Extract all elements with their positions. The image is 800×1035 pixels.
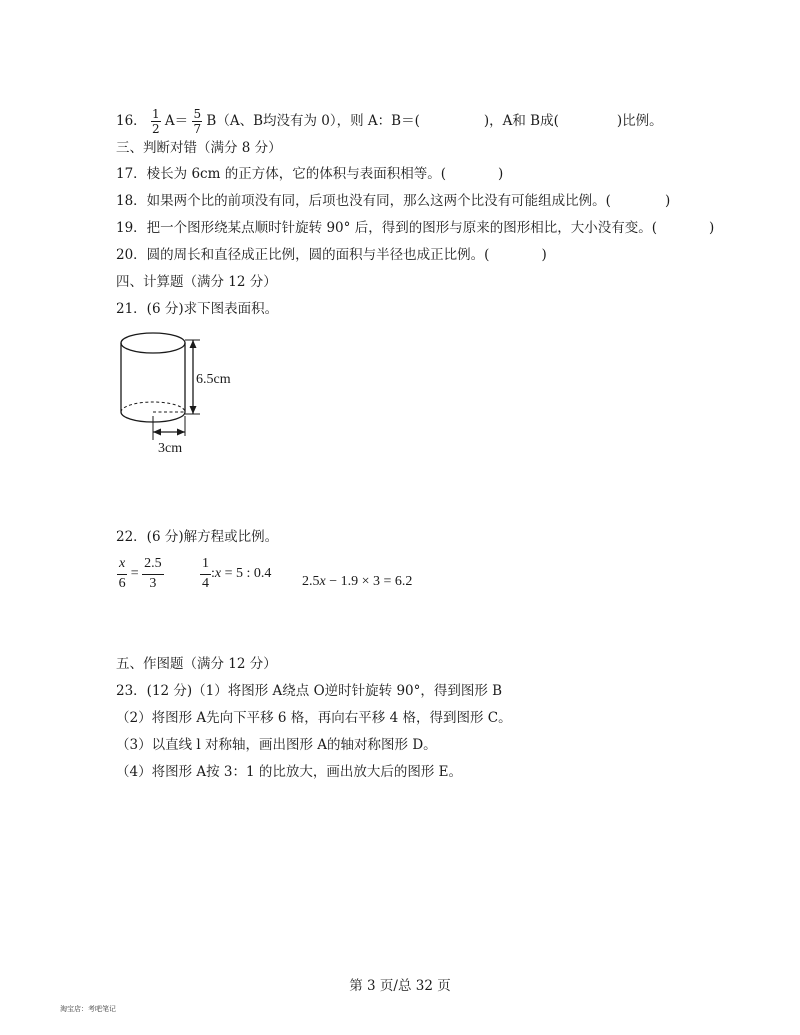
cylinder-top-ellipse bbox=[121, 333, 185, 353]
equation-2: $\frac{1}{4}$ :x = 5 : 0.4 bbox=[202, 556, 272, 591]
equation-3: 2.5x − 1.9 × 3 = 6.2 bbox=[302, 574, 413, 589]
radius-label: 3cm bbox=[158, 441, 183, 456]
radius-arrow-right-icon bbox=[177, 429, 185, 436]
fraction-five-sevenths: $\frac{5}{7}$ bbox=[193, 107, 202, 136]
question-22: 22．(6 分)解方程或比例。 bbox=[116, 529, 279, 545]
section-heading: 四、计算题（满分 12 分） bbox=[116, 274, 277, 290]
fraction-one-half: $\frac{1}{2}$ bbox=[151, 107, 160, 136]
question-20: 20．圆的周长和直径成正比例，圆的面积与半径也成正比例。( ) bbox=[116, 247, 547, 263]
question-23-part-1: 23．(12 分)（1）将图形 A绕点 O逆时针旋转 90°，得到图形 B bbox=[116, 683, 503, 699]
question-number: 16． bbox=[116, 113, 147, 129]
question-17: 17．棱长为 6cm 的正方体，它的体积与表面积相等。( ) bbox=[116, 166, 504, 182]
radius-arrow-left-icon bbox=[153, 429, 161, 436]
section-heading: 五、作图题（满分 12 分） bbox=[116, 656, 277, 672]
page-footer: 第 3 页/总 32 页 bbox=[349, 978, 451, 994]
section-heading: 三、判断对错（满分 8 分） bbox=[116, 140, 282, 156]
height-label: 6.5cm bbox=[196, 372, 231, 387]
question-16: 16． $\frac{1}{2}$ A＝ $\frac{5}{7}$ B（A、B均没有为 0），则 A：B＝( )，A和 B成( )比例。 bbox=[116, 107, 663, 136]
height-arrow-up-icon bbox=[190, 340, 197, 348]
question-19: 19．把一个图形绕某点顺时针旋转 90° 后，得到的图形与原来的图形相比，大小没有变。( ) bbox=[116, 220, 715, 236]
equation-1: $\frac{x}{6}$ = $\frac{2.5}{3}$ bbox=[118, 556, 162, 591]
question-23-part-3: （3）以直线 l 对称轴，画出图形 A的轴对称图形 D。 bbox=[116, 737, 437, 753]
cylinder-bottom-back bbox=[121, 402, 185, 412]
question-21: 21．(6 分)求下图表面积。 bbox=[116, 301, 279, 317]
question-23-part-4: （4）将图形 A按 3：1 的比放大，画出放大后的图形 E。 bbox=[116, 764, 463, 780]
question-18: 18．如果两个比的前项没有同，后项也没有同，那么这两个比没有可能组成比例。( ) bbox=[116, 193, 671, 209]
height-arrow-down-icon bbox=[190, 406, 197, 414]
question-23-part-2: （2）将图形 A先向下平移 6 格，再向右平移 4 格，得到图形 C。 bbox=[116, 710, 512, 726]
watermark: 淘宝店：考吧笔记 bbox=[60, 1005, 116, 1013]
